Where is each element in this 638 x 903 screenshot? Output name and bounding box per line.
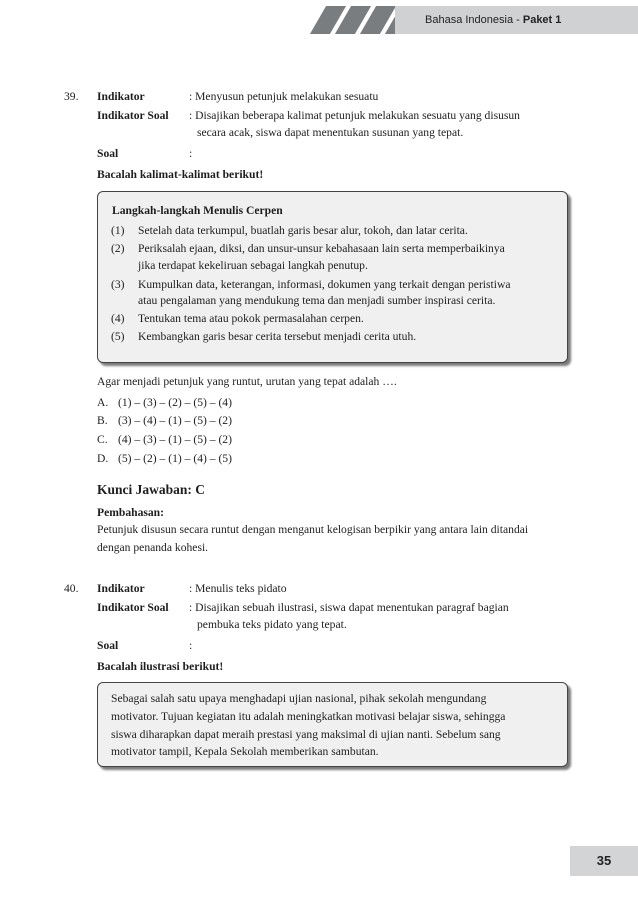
- step-text: jika terdapat kekeliruan sebagai langkah penutup.: [138, 259, 368, 272]
- step-number: (3): [111, 278, 125, 291]
- step-text: Kembangkan garis besar cerita tersebut menjadi cerita utuh.: [138, 330, 417, 343]
- q39-indikator-soal-line2: secara acak, siswa dapat menentukan susunan yang tepat.: [197, 126, 464, 139]
- q40-box-line-2: motivator. Tujuan kegiatan itu adalah meningkatkan motivasi belajar siswa, sehingga: [111, 710, 506, 723]
- q39-instruction: Bacalah kalimat-kalimat berikut!: [97, 168, 264, 181]
- step-number: (5): [111, 330, 125, 343]
- step-text: Periksalah ejaan, diksi, dan unsur-unsur kebahasaan lain serta memperbaikinya: [138, 242, 505, 255]
- q39-reading-box: [97, 191, 568, 363]
- option-letter: D.: [97, 452, 109, 465]
- step-text: Kumpulkan data, keterangan, informasi, dokumen yang terkait dengan peristiwa: [138, 278, 511, 291]
- q40-indikator-soal-label: Indikator Soal: [97, 601, 169, 614]
- step-number: (2): [111, 242, 125, 255]
- step-number: (1): [111, 224, 125, 237]
- q39-indikator-label: Indikator: [97, 90, 145, 103]
- q39-indikator-soal-label: Indikator Soal: [97, 109, 169, 122]
- q39-indikator-soal-line1: : Disajikan beberapa kalimat petunjuk melakukan sesuatu yang disusun: [189, 109, 520, 122]
- q40-indikator-soal-line2: pembuka teks pidato yang tepat.: [197, 618, 347, 631]
- option-text: (4) – (3) – (1) – (5) – (2): [118, 433, 232, 446]
- q39-pembahasan-line2: dengan penanda kohesi.: [97, 541, 209, 554]
- q39-box-title: Langkah-langkah Menulis Cerpen: [112, 204, 283, 217]
- option-text: (1) – (3) – (2) – (5) – (4): [118, 396, 232, 409]
- q39-pembahasan-line1: Petunjuk disusun secara runtut dengan menganut kelogisan berpikir yang antara lain ditandai: [97, 523, 529, 536]
- q39-question: Agar menjadi petunjuk yang runtut, urutan yang tepat adalah ….: [97, 375, 397, 388]
- option-text: (3) – (4) – (1) – (5) – (2): [118, 414, 232, 427]
- option-letter: C.: [97, 433, 108, 446]
- option-letter: B.: [97, 414, 108, 427]
- q39-answer-key: Kunci Jawaban: C: [97, 482, 206, 497]
- q40-indikator-label: Indikator: [97, 582, 145, 595]
- q40-box-line-3: siswa diharapkan dapat meraih prestasi yang maksimal di ujian nanti. Sebelum sang: [111, 728, 501, 741]
- q40-soal-label: Soal: [97, 639, 119, 652]
- q40-instruction: Bacalah ilustrasi berikut!: [97, 660, 224, 673]
- q39-indikator-value: : Menyusun petunjuk melakukan sesuatu: [189, 90, 379, 103]
- header-title: [395, 6, 638, 34]
- q40-box-line-1: Sebagai salah satu upaya menghadapi ujian nasional, pihak sekolah mengundang: [111, 692, 487, 705]
- q39-pembahasan-label: Pembahasan:: [97, 506, 164, 519]
- page-header: [0, 0, 638, 38]
- header-subject: Bahasa Indonesia -: [425, 14, 523, 26]
- page-number: 35: [570, 846, 638, 876]
- step-text: Setelah data terkumpul, buatlah garis besar alur, tokoh, dan latar cerita.: [138, 224, 468, 237]
- step-text: atau pengalaman yang mendukung tema dan menjadi sumber inspirasi cerita.: [138, 294, 496, 307]
- option-letter: A.: [97, 396, 109, 409]
- q39-number: 39.: [64, 90, 79, 103]
- q40-indikator-value: : Menulis teks pidato: [189, 582, 287, 595]
- q39-soal-colon: :: [189, 147, 193, 160]
- q39-soal-label: Soal: [97, 147, 119, 160]
- q40-soal-colon: :: [189, 639, 193, 652]
- step-text: Tentukan tema atau pokok permasalahan cerpen.: [138, 312, 364, 325]
- q40-indikator-soal-line1: : Disajikan sebuah ilustrasi, siswa dapat menentukan paragraf bagian: [189, 601, 509, 614]
- option-text: (5) – (2) – (1) – (4) – (5): [118, 452, 232, 465]
- q40-box-line-4: motivator tampil, Kepala Sekolah memberikan sambutan.: [111, 745, 379, 758]
- q40-number: 40.: [64, 582, 79, 595]
- step-number: (4): [111, 312, 125, 325]
- header-paket: Paket 1: [522, 14, 562, 26]
- q40-illustration-box: [97, 682, 568, 767]
